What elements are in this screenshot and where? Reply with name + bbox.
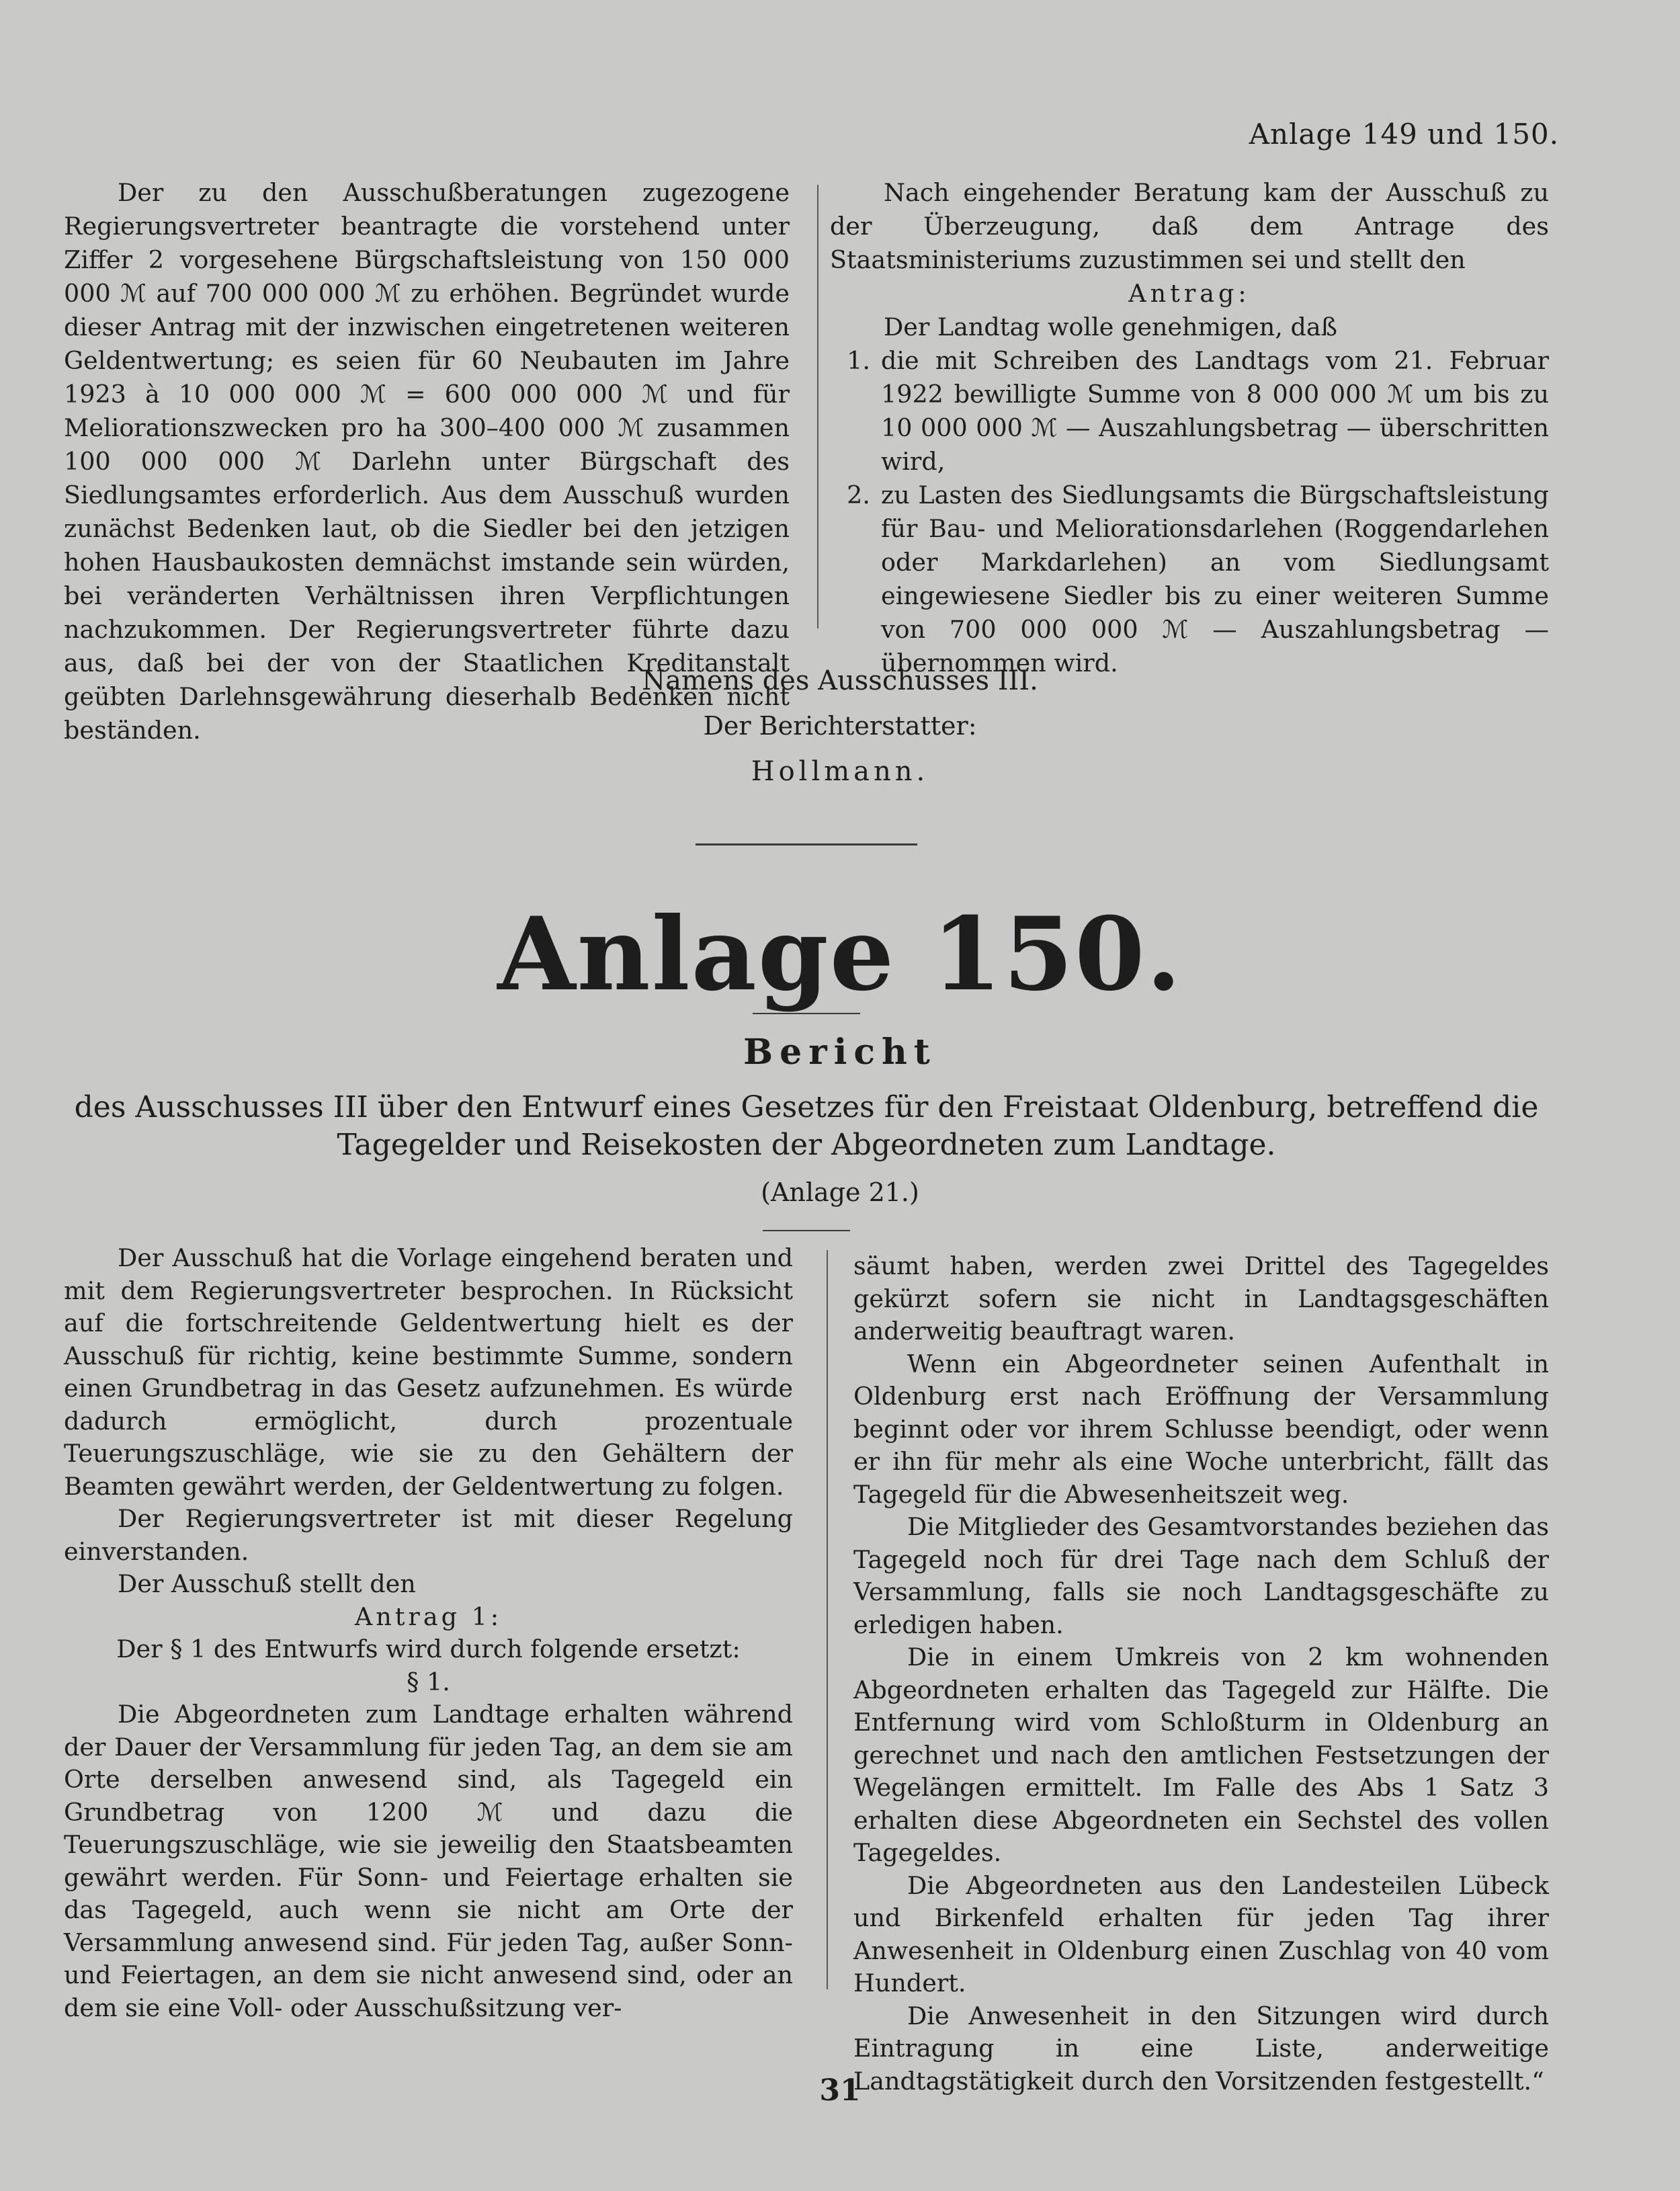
antrag-heading: Antrag: (1128, 279, 1251, 308)
bottom-right-p4: Die in einem Umkreis von 2 km wohnenden Abgeordneten erhalten das Tagegeld zur Hälfte. Die Entfernung wird vom Schloßturm in Oldenburg an gerechnet und nach den amtlichen Festsetzungen der Wegelängen ermittelt. Im Falle des Abs 1 Satz 3 erhalten diese Abgeordneten ein Sechstel des vollen Tagegeldes. (853, 1643, 1549, 1867)
antrag-item-text: zu Lasten des Siedlungsamts die Bürgschaftsleistung für Bau- und Meliorationsdarlehen (Roggendarlehen oder Markdarlehen) an vom Siedlungsamt eingewiesene Siedler bis zu einer weiteren Summe von 700 000 000 ℳ — Auszahlungsbetrag — übernommen wird. (881, 481, 1549, 677)
bottom-right-p2: Wenn ein Abgeordneter seinen Aufenthalt in Oldenburg erst nach Eröffnung der Versammlung beginnt oder vor ihrem Schlusse beendigt, oder wenn er ihn für mehr als eine Woche unterbricht, fällt das Tagegeld für die Abwesenheitszeit weg. (853, 1349, 1549, 1509)
bottom-left-p4: Die Abgeordneten zum Landtage erhalten während der Dauer der Versammlung für jeden Tag, an dem sie am Orte derselben anwesend sind, als Tagegeld ein Grundbetrag von 1200 ℳ und dazu die Teuerungszuschläge, wie sie jeweilig den Staatsbeamten gewährt werden. Für Sonn- und Feiertage erhalten sie das Tagegeld, auch wenn sie nicht am Orte der Versammlung anwesend sind. Für jeden Tag, außer Sonn- und Feiertagen, an dem sie nicht anwesend sind, oder an dem sie eine Voll- oder Ausschußsitzung ver- (64, 1700, 793, 2022)
subtitle-underline (763, 1230, 850, 1231)
section-divider (696, 843, 917, 845)
bottom-right-p6: Die Anwesenheit in den Sitzungen wird durch Eintragung in eine Liste, anderweitige Landtagstätigkeit durch den Vorsitzenden festgestellt.“ (853, 2001, 1549, 2096)
bottom-left-column (64, 1242, 793, 2024)
antrag-item-1 (830, 344, 1549, 479)
antrag-item-number: 2. (847, 481, 870, 509)
antrag-item-number: 1. (847, 346, 870, 375)
column-divider-bottom (827, 1250, 828, 1989)
signature-committee: Namens des Ausschusses III. (642, 665, 1038, 696)
column-divider-top (817, 185, 818, 628)
bottom-left-p2: Der Regierungsvertreter ist mit dieser Regelung einverstanden. (64, 1504, 793, 1566)
signature-role: Der Berichterstatter: (703, 711, 977, 741)
bottom-left-p1: Der Ausschuß hat die Vorlage eingehend beraten und mit dem Regierungsvertreter besprochen. In Rücksicht auf die fortschreitende Geldentwertung hielt es der Ausschuß für richtig, keine bestimmte Summe, sondern einen Grundbetrag in das Gesetz aufzunehmen. Es würde dadurch ermöglicht, durch prozentuale Teuerungszuschläge, wie sie zu den Gehältern der Beamten gewährt werden, der Geldentwertung zu folgen. (64, 1243, 793, 1501)
antrag-1-heading: Antrag 1: (354, 1602, 503, 1631)
running-head: Anlage 149 und 150. (1249, 118, 1559, 151)
top-left-paragraph: Der zu den Ausschußberatungen zugezogene Regierungsvertreter beantragte die vorstehend unter Ziffer 2 vorgesehene Bürgschaftsleistung von 150 000 000 ℳ auf 700 000 000 ℳ zu erhöhen. Begründet wurde dieser Antrag mit der inzwischen eingetretenen weiteren Geldentwertung; es seien für 60 Neubauten im Jahre 1923 à 10 000 000 ℳ = 600 000 000 ℳ und für Meliorationszwecken pro ha 300–400 000 ℳ zusammen 100 000 000 ℳ Darlehn unter Bürgschaft des Siedlungsamtes erforderlich. Aus dem Ausschuß wurden zunächst Bedenken laut, ob die Siedler bei den jetzigen hohen Hausbaukosten demnächst imstande sein würden, bei veränderten Verhältnissen ihren Verpflichtungen nachzukommen. Der Regierungsvertreter führte dazu aus, daß bei der von der Staatlichen Kreditanstalt geübten Darlehnsgewährung dieserhalb Bedenken nicht beständen. (64, 178, 790, 745)
bottom-right-p3: Die Mitglieder des Gesamtvorstandes beziehen das Tagegeld noch für drei Tage nach dem Schluß der Versammlung, falls sie noch Landtagsgeschäfte zu erledigen haben. (853, 1512, 1549, 1639)
antrag-item-text: die mit Schreiben des Landtags vom 21. Februar 1922 bewilligte Summe von 8 000 000 ℳ um bis zu 10 000 000 ℳ — Auszahlungsbetrag — überschritten wird, (881, 346, 1549, 476)
page-number: 31 (819, 2073, 861, 2108)
signature-name: Hollmann. (751, 756, 929, 787)
report-reference: (Anlage 21.) (761, 1177, 919, 1207)
top-right-column (830, 176, 1549, 680)
top-right-intro: Nach eingehender Beratung kam der Ausschuß zu der Überzeugung, daß dem Antrage des Staatsministeriums zuzustimmen sei und stellt den (830, 178, 1549, 274)
section-title: Anlage 150. (497, 895, 1183, 1014)
bottom-right-column (853, 1250, 1549, 2098)
bericht-heading: Bericht (743, 1032, 937, 1073)
paragraph-sign: § 1. (407, 1667, 450, 1696)
replacement-clause: Der § 1 des Entwurfs wird durch folgende ersetzt: (116, 1635, 741, 1663)
antrag-item-2 (830, 479, 1549, 680)
bottom-left-p3: Der Ausschuß stellt den (118, 1569, 416, 1598)
report-subtitle: des Ausschusses III über den Entwurf eines Gesetzes für den Freistaat Oldenburg, betreffend die Tagegelder und Reisekosten der Abgeordneten zum Landtage. (74, 1090, 1539, 1162)
top-left-column (64, 176, 790, 747)
antrag-lead: Der Landtag wolle genehmigen, daß (884, 313, 1338, 341)
bottom-right-p5: Die Abgeordneten aus den Landesteilen Lübeck und Birkenfeld erhalten für jeden Tag ihrer Anwesenheit in Oldenburg einen Zuschlag von 40 vom Hundert. (853, 1870, 1549, 1997)
title-underline (753, 1013, 860, 1014)
bottom-right-p1: säumt haben, werden zwei Drittel des Tagegeldes gekürzt sofern sie nicht in Landtagsgeschäften anderweitig beauftragt waren. (853, 1251, 1549, 1346)
